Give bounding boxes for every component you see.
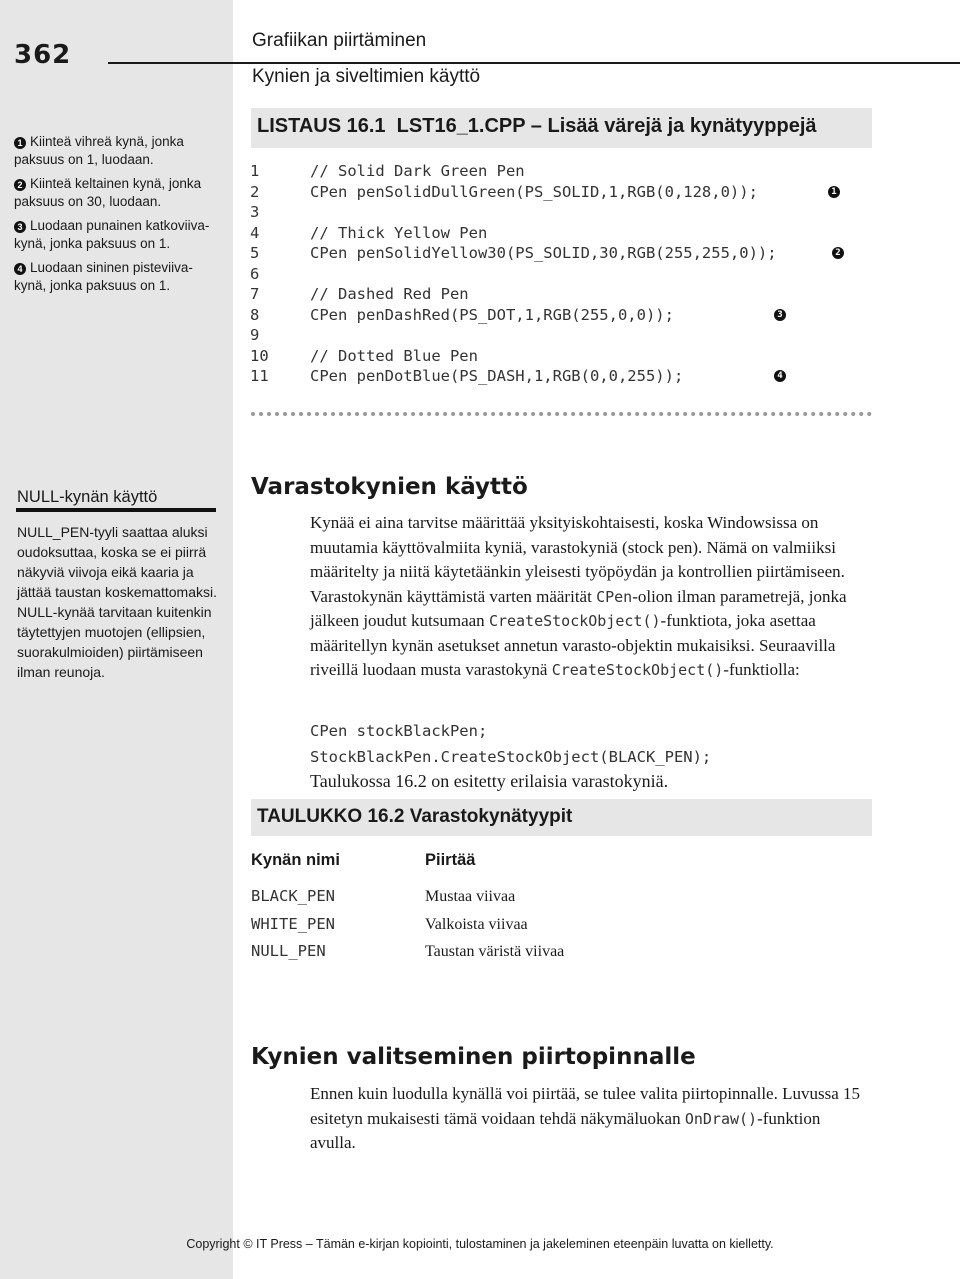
code-line bbox=[250, 161, 777, 182]
margin-note bbox=[14, 133, 224, 169]
table-cell-name: WHITE_PEN bbox=[251, 915, 335, 933]
code-line bbox=[250, 202, 777, 223]
inline-code: OnDraw() bbox=[684, 1109, 758, 1128]
line-number: 1 bbox=[250, 162, 260, 180]
number-bullet-icon: 1 bbox=[828, 186, 840, 198]
text-run: -olion ilman parametrejä, jonka jälkeen joudut kutsumaan bbox=[310, 586, 847, 630]
code-text: // Solid Dark Green Pen bbox=[310, 162, 525, 180]
table-reference-paragraph: Taulukossa 16.2 on esitetty erilaisia varastokyniä. bbox=[310, 771, 669, 791]
margin-note bbox=[14, 217, 224, 253]
stock-pen-code bbox=[310, 718, 711, 770]
code-text: // Dotted Blue Pen bbox=[310, 346, 478, 365]
inline-code: CreateStockObject() bbox=[551, 661, 724, 679]
page-number: 362 bbox=[14, 40, 72, 70]
varasto-paragraph bbox=[310, 511, 870, 683]
chapter-title: Grafiikan piirtäminen bbox=[252, 30, 427, 51]
table-title: TAULUKKO 16.2 Varastokynätyypit bbox=[257, 806, 573, 827]
number-bullet-icon: 4 bbox=[774, 370, 786, 382]
table-cell-name: NULL_PEN bbox=[251, 942, 326, 960]
text-run: Kynää ei aina tarvitse määrittää yksityiskohtaisesti, koska Windowsissa on muutamia käyttövalmiita kyniä, varastokyniä (stock pen). Nämä on valmiiksi määritelty ja niitä käytetäänkin yleisesti työpöydän ja kontrollien piirtämiseen. Varastokynän käyttämistä varten määrität bbox=[310, 513, 845, 606]
line-number: 7 bbox=[250, 285, 260, 303]
line-number: 8 bbox=[250, 305, 260, 324]
code-text: CPen penSolidDullGreen(PS_SOLID,1,RGB(0,128,0)); bbox=[310, 182, 758, 201]
code-line: StockBlackPen.CreateStockObject(BLACK_PEN); bbox=[310, 748, 712, 766]
code-text: // Thick Yellow Pen bbox=[310, 223, 488, 242]
code-text: CPen penDotBlue(PS_DASH,1,RGB(0,0,255)); bbox=[310, 367, 684, 385]
table-cell-name: BLACK_PEN bbox=[251, 887, 335, 905]
code-line bbox=[250, 223, 777, 244]
margin-note-text: Luodaan punainen katkoviiva-kynä, jonka paksuus on 1. bbox=[14, 218, 210, 251]
code-listing bbox=[250, 161, 841, 387]
code-line bbox=[250, 346, 777, 367]
margin-note-text: Kiinteä vihreä kynä, jonka paksuus on 1, luodaan. bbox=[14, 134, 184, 167]
text-run: -funktiolla: bbox=[723, 660, 800, 679]
null-sidebar-title: NULL-kynän käyttö bbox=[17, 488, 158, 506]
text-run: -funktiota, joka asettaa määritellyn kynän asetukset annetun varasto-objektin mukaisiksi. Seuraavilla riveillä luodaan musta varastokynä bbox=[310, 611, 836, 679]
margin-notes bbox=[14, 133, 224, 301]
number-bullet-icon: 3 bbox=[774, 309, 786, 321]
code-line bbox=[250, 366, 783, 387]
line-number: 6 bbox=[250, 264, 260, 283]
code-line bbox=[250, 305, 783, 326]
code-line bbox=[250, 325, 777, 346]
number-bullet-icon: 1 bbox=[14, 137, 26, 149]
inline-code: CreateStockObject() bbox=[488, 612, 661, 630]
line-number: 4 bbox=[250, 223, 260, 242]
margin-note bbox=[14, 259, 224, 295]
margin-note-text: Luodaan sininen pisteviiva-kynä, jonka paksuus on 1. bbox=[14, 260, 193, 293]
line-number: 11 bbox=[250, 367, 269, 385]
listing-title: LISTAUS 16.1 LST16_1.CPP – Lisää värejä ja kynätyyppejä bbox=[257, 115, 817, 137]
code-line bbox=[250, 264, 777, 285]
kynien-paragraph bbox=[310, 1082, 870, 1156]
table-header-draws: Piirtää bbox=[425, 851, 476, 869]
copyright-footer: Copyright © IT Press – Tämän e-kirjan kopiointi, tulostaminen ja jakeleminen eteenpäin luvatta on kielletty. bbox=[186, 1237, 774, 1251]
line-number: 9 bbox=[250, 326, 260, 344]
number-bullet-icon: 4 bbox=[14, 263, 26, 275]
header-rule bbox=[108, 62, 960, 64]
text-run: -funktion avulla. bbox=[310, 1108, 821, 1152]
code-line bbox=[250, 182, 837, 203]
null-sidebar-rule bbox=[16, 508, 216, 512]
null-sidebar-body: NULL_PEN-tyyli saattaa aluksi oudoksuttaa, koska se ei piirrä näkyviä viivoja eikä kaaria ja jättää taustan koskemattomaksi. NULL-kynää tarvitaan kuitenkin täytettyjen muotojen (ellipsien, suorakulmioiden) piirtämiseen ilman reunoja. bbox=[17, 524, 217, 680]
line-number: 5 bbox=[250, 244, 260, 262]
number-bullet-icon: 2 bbox=[14, 179, 26, 191]
heading-kynien-valitseminen: Kynien valitseminen piirtopinnalle bbox=[251, 1044, 696, 1070]
table-cell-desc: Taustan väristä viivaa bbox=[425, 943, 565, 960]
number-bullet-icon: 2 bbox=[832, 247, 844, 259]
margin-note bbox=[14, 175, 224, 211]
code-line bbox=[250, 243, 841, 264]
listing-end-rule bbox=[251, 412, 872, 416]
line-number: 3 bbox=[250, 203, 260, 221]
line-number: 10 bbox=[250, 346, 269, 365]
section-title: Kynien ja siveltimien käyttö bbox=[252, 66, 481, 87]
code-line bbox=[250, 284, 777, 305]
heading-varastokynien-kaytto: Varastokynien käyttö bbox=[251, 474, 528, 500]
inline-code: CPen bbox=[596, 587, 633, 606]
table-cell-desc: Mustaa viivaa bbox=[425, 888, 516, 905]
line-number: 2 bbox=[250, 182, 260, 201]
text-run: Ennen kuin luodulla kynällä voi piirtää, se tulee valita piirtopinnalle. Luvussa 15 esitetyn mukaisesti tämä voidaan tehdä näkymäluokan bbox=[310, 1084, 861, 1128]
table-cell-desc: Valkoista viivaa bbox=[425, 916, 528, 933]
code-text: CPen penSolidYellow30(PS_SOLID,30,RGB(255,255,0)); bbox=[310, 244, 777, 262]
number-bullet-icon: 3 bbox=[14, 221, 26, 233]
margin-note-text: Kiinteä keltainen kynä, jonka paksuus on 30, luodaan. bbox=[14, 176, 202, 209]
code-line: CPen stockBlackPen; bbox=[310, 722, 488, 740]
code-text: // Dashed Red Pen bbox=[310, 285, 469, 303]
table-header-name: Kynän nimi bbox=[251, 851, 340, 869]
code-text: CPen penDashRed(PS_DOT,1,RGB(255,0,0)); bbox=[310, 305, 674, 324]
